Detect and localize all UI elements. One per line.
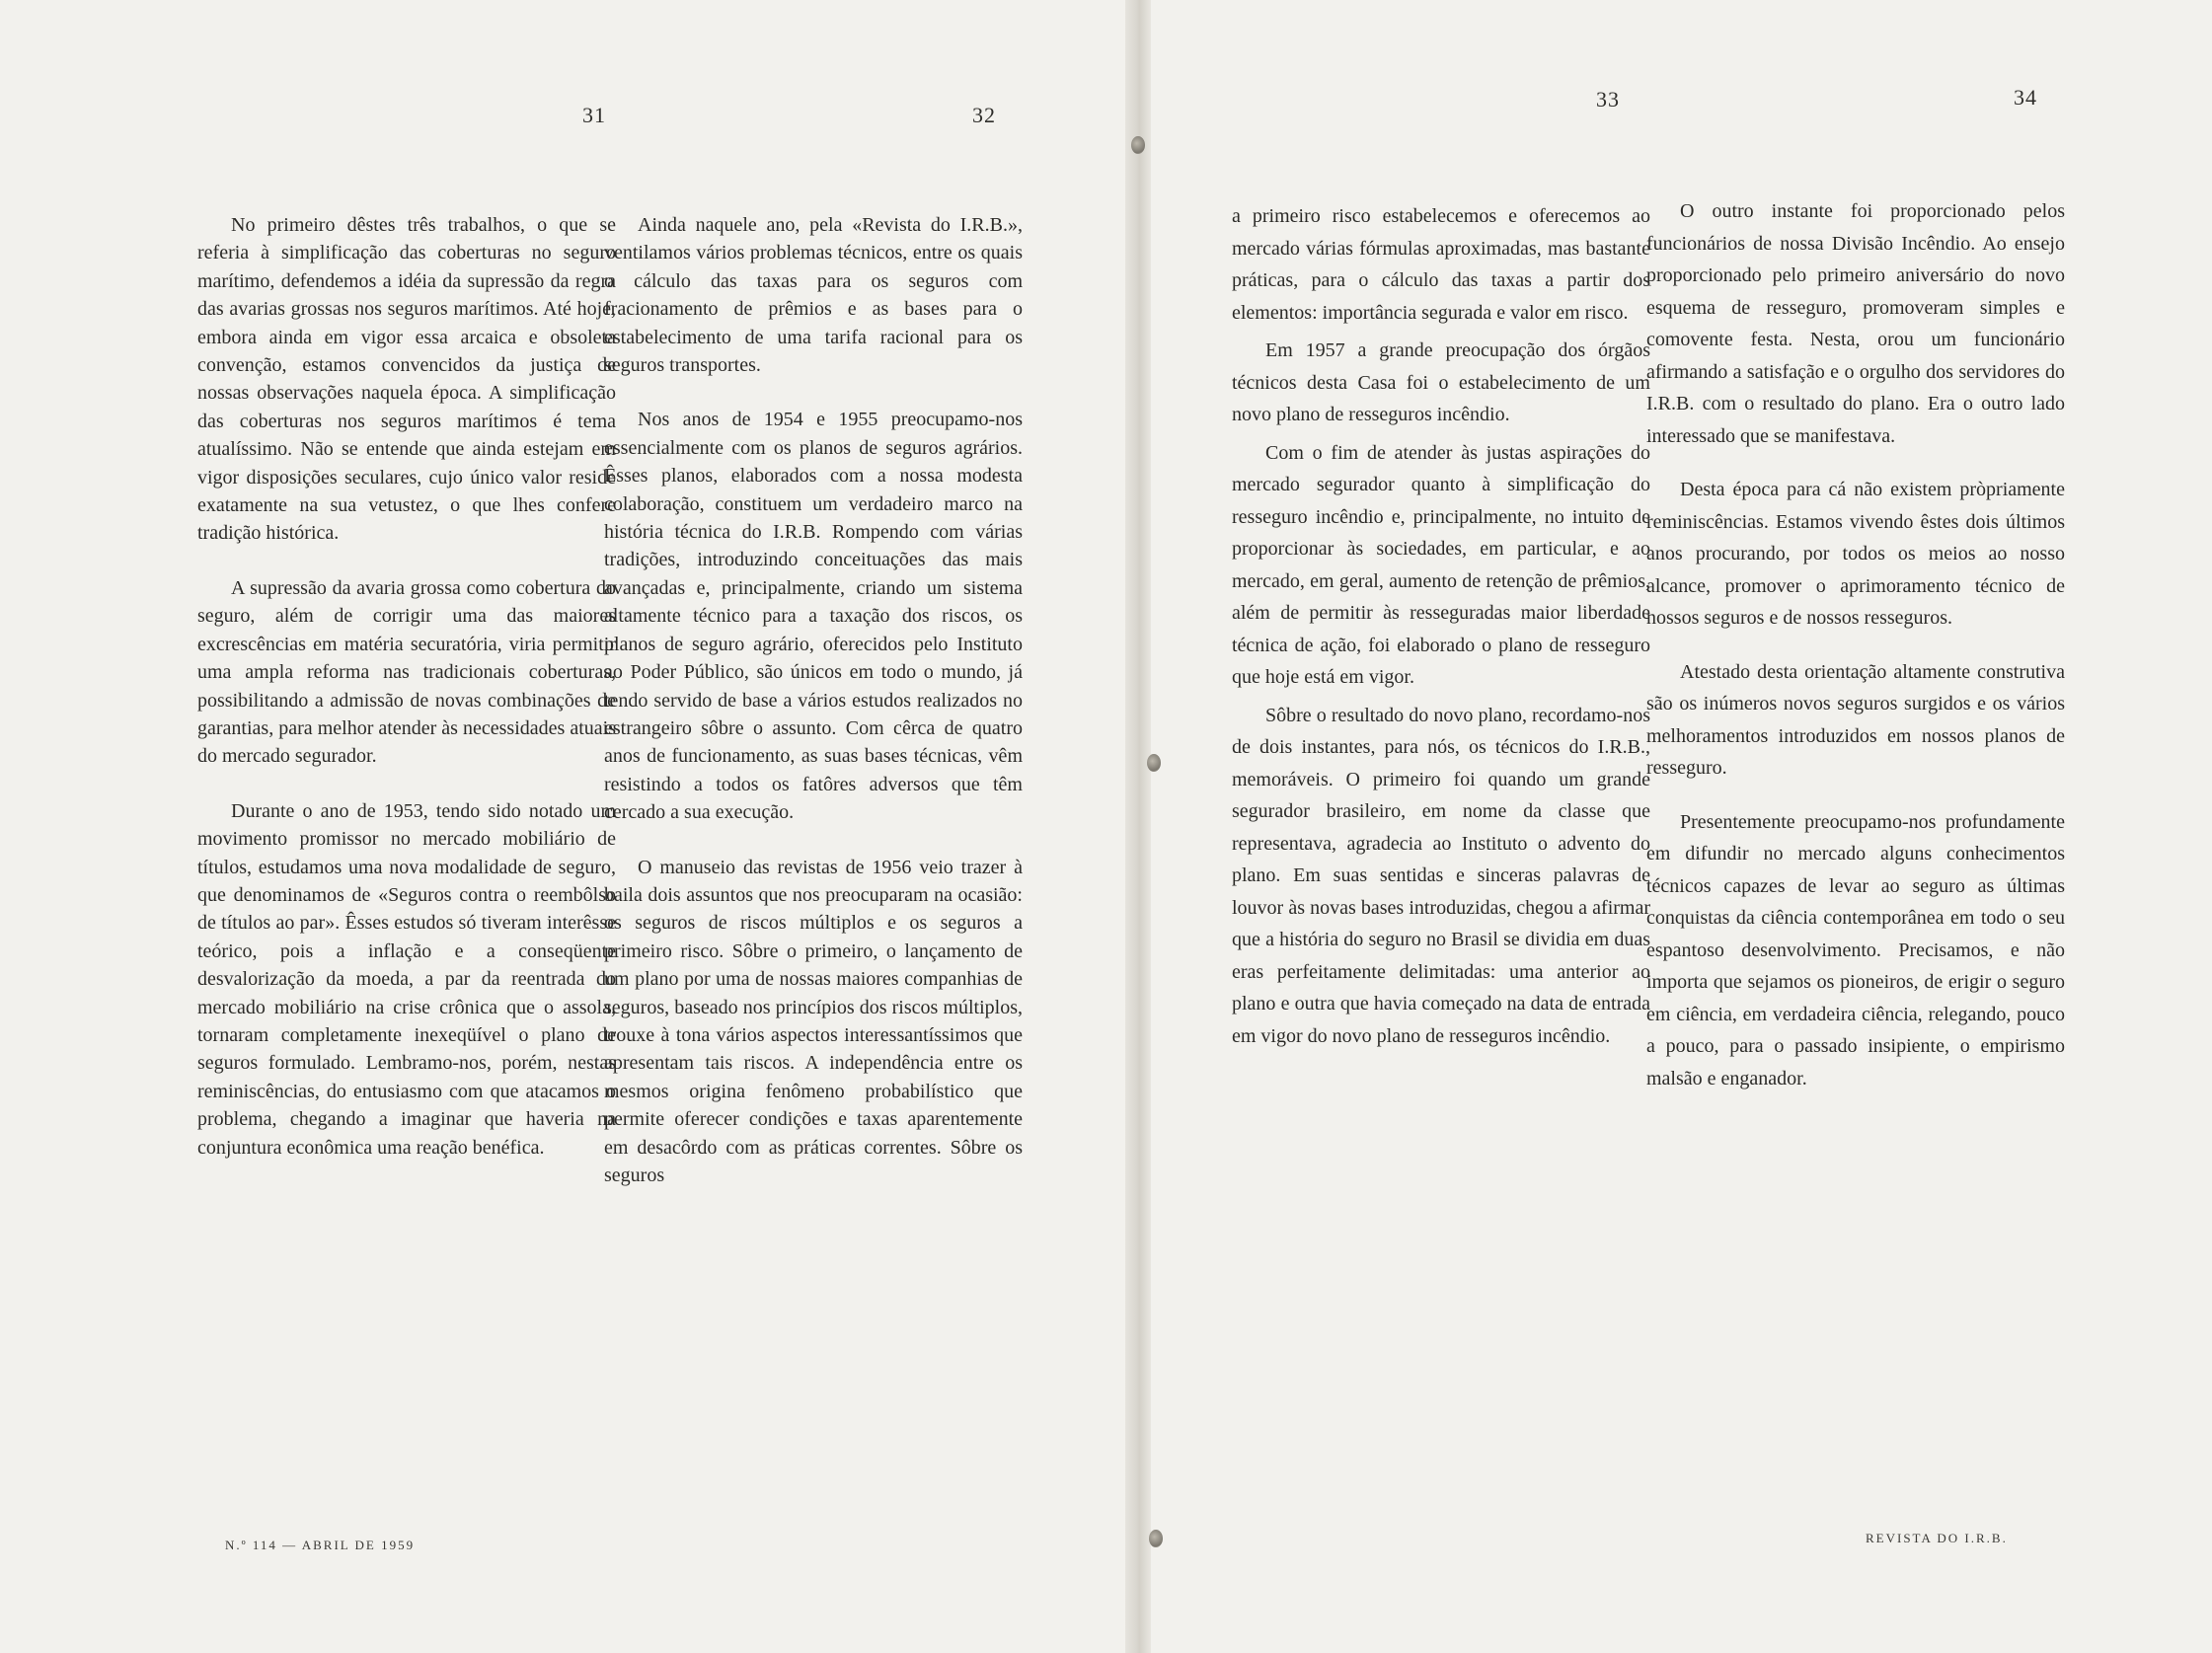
column-page-33 (1232, 200, 1650, 1052)
book-gutter (1125, 0, 1151, 1653)
paragraph: O manuseio das revistas de 1956 veio trazer à baila dois assuntos que nos preocuparam na ocasião: os seguros de riscos múltiplos e os seguros a primeiro risco. Sôbre o primeiro, o lançamento de um plano por uma de nossas maiores companhias de seguros, baseado nos princípios dos riscos múltiplos, trouxe à tona vários aspectos interessantíssimos que apresentam tais riscos. A independência entre os mesmos origina fenômeno probabilístico que permite oferecer condições e taxas aparentemente em desacôrdo com as práticas correntes. Sôbre os seguros (604, 856, 1023, 1186)
paragraph: Nos anos de 1954 e 1955 preocupamo-nos essencialmente com os planos de seguros agrários. Êsses planos, elaborados com a nossa modesta colaboração, constituem um verdadeiro marco na história técnica do I.R.B. Rompendo com várias tradições, introduzindo conceituações das mais avançadas e, principalmente, criando um sistema altamente técnico para a taxação dos riscos, os planos de seguro agrário, oferecidos pelo Instituto ao Poder Público, são únicos em todo o mundo, já tendo servido de base a vários estudos realizados no estrangeiro sôbre o assunto. Com cêrca de quatro anos de funcionamento, as suas bases técnicas, vêm resistindo a todos os fatôres adversos que têm cercado a sua execução. (604, 409, 1023, 824)
column-page-32 (604, 211, 1023, 1189)
binding-hole (1149, 1530, 1163, 1547)
page-number-33: 33 (1596, 87, 1620, 112)
paragraph: Atestado desta orientação altamente construtiva são os inúmeros novos seguros surgidos e os vários melhoramentos introduzidos em nossos planos de resseguro. (1646, 660, 2065, 779)
paragraph: No primeiro dêstes três trabalhos, o que se referia à simplificação das coberturas no seguro marítimo, defendemos a idéia da supressão da regra das avarias grossas nos seguros marítimos. Até hoje, embora ainda em vigor essa arcaica e obsoleta convenção, estamos convencidos da justiça de nossas observações naquela época. A simplificação das coberturas nos seguros marítimos é tema atualíssimo. Não se entende que ainda estejam em vigor disposições seculares, cujo único valor reside exatamente na sua vetustez, o que lhes confere tradição histórica. (197, 214, 616, 545)
paragraph: Ainda naquele ano, pela «Revista do I.R.B.», ventilamos vários problemas técnicos, entre os quais o cálculo das taxas para os seguros com fracionamento de prêmios e as bases para o estabelecimento de uma tarifa racional para os seguros transportes. (604, 214, 1023, 377)
paragraph: Desta época para cá não existem pròpriamente reminiscências. Estamos vivendo êstes dois últimos anos procurando, por todos os meios ao nosso alcance, promover o aprimoramento técnico de nossos seguros e de nossos resseguros. (1646, 479, 2065, 629)
paragraph: A supressão da avaria grossa como cobertura do seguro, além de corrigir uma das maiores excrescências em matéria securatória, viria permitir uma ampla reforma nas tradicionais coberturas, possibilitando a admissão de novas combinações de garantias, para melhor atender às necessidades atuais do mercado segurador. (197, 576, 616, 768)
page-number-31: 31 (582, 103, 606, 127)
paragraph: a primeiro risco estabelecemos e oferecemos ao mercado várias fórmulas aproximadas, mas bastante práticas, para o cálculo das taxas a partir dos elementos: importância segurada e valor em risco. (1232, 205, 1650, 324)
footer-journal: REVISTA DO I.R.B. (1866, 1531, 2008, 1545)
paragraph: O outro instante foi proporcionado pelos funcionários de nossa Divisão Incêndio. Ao ensejo proporcionado pelo primeiro aniversário do novo esquema de resseguro, promoveram simples e comovente festa. Nesta, orou um funcionário afirmando a satisfação e o orgulho dos servidores do I.R.B. com o resultado do plano. Era o outro lado interessado que se manifestava. (1646, 200, 2065, 447)
paragraph: Em 1957 a grande preocupação dos órgãos técnicos desta Casa foi o estabelecimento de um novo plano de resseguros incêndio. (1232, 339, 1650, 425)
column-page-34 (1646, 195, 2065, 1094)
footer-issue: N.º 114 — ABRIL DE 1959 (225, 1538, 416, 1552)
paragraph: Com o fim de atender às justas aspirações do mercado segurador quanto à simplificação do resseguro incêndio e, principalmente, no intuito de proporcionar às sociedades, em particular, e ao mercado, em geral, aumento de retenção de prêmios, além de permitir às resseguradas maior liberdade técnica de ação, foi elaborado o plano de resseguro que hoje está em vigor. (1232, 441, 1650, 688)
page-number-32: 32 (972, 103, 996, 127)
binding-hole (1147, 754, 1161, 772)
page-number-34: 34 (2014, 85, 2037, 110)
paragraph: Presentemente preocupamo-nos profundamente em difundir no mercado alguns conhecimentos técnicos capazes de levar ao seguro as últimas conquistas da ciência contemporânea em todo o seu espantoso desenvolvimento. Precisamos, e não importa que sejamos os pioneiros, de erigir o seguro em ciência, em verdadeira ciência, relegando, pouco a pouco, para o passado insipiente, o empirismo malsão e enganador. (1646, 810, 2065, 1089)
binding-hole (1131, 136, 1145, 154)
paragraph: Durante o ano de 1953, tendo sido notado um movimento promissor no mercado mobiliário de títulos, estudamos uma nova modalidade de seguro, que denominamos de «Seguros contra o reembôlso de títulos ao par». Êsses estudos só tiveram interêsse teórico, pois a inflação e a conseqüente desvalorização da moeda, a par da reentrada do mercado mobiliário na crise crônica que o assola, tornaram completamente inexeqüível o plano de seguros formulado. Lembramo-nos, porém, nestas reminiscências, do entusiasmo com que atacamos o problema, chegando a imaginar que haveria na conjuntura econômica uma reação benéfica. (197, 799, 616, 1159)
paragraph: Sôbre o resultado do novo plano, recordamo-nos de dois instantes, para nós, os técnicos do I.R.B., memoráveis. O primeiro foi quando um grande segurador brasileiro, em nome da classe que representava, agradecia ao Instituto o advento do plano. Em suas sentidas e sinceras palavras de louvor às novas bases introduzidas, chegou a afirmar que a história do seguro no Brasil se dividia em duas eras perfeitamente delimitadas: uma anterior ao plano e outra que havia começado na data de entrada em vigor do novo plano de resseguros incêndio. (1232, 704, 1650, 1047)
column-page-31 (197, 211, 616, 1162)
